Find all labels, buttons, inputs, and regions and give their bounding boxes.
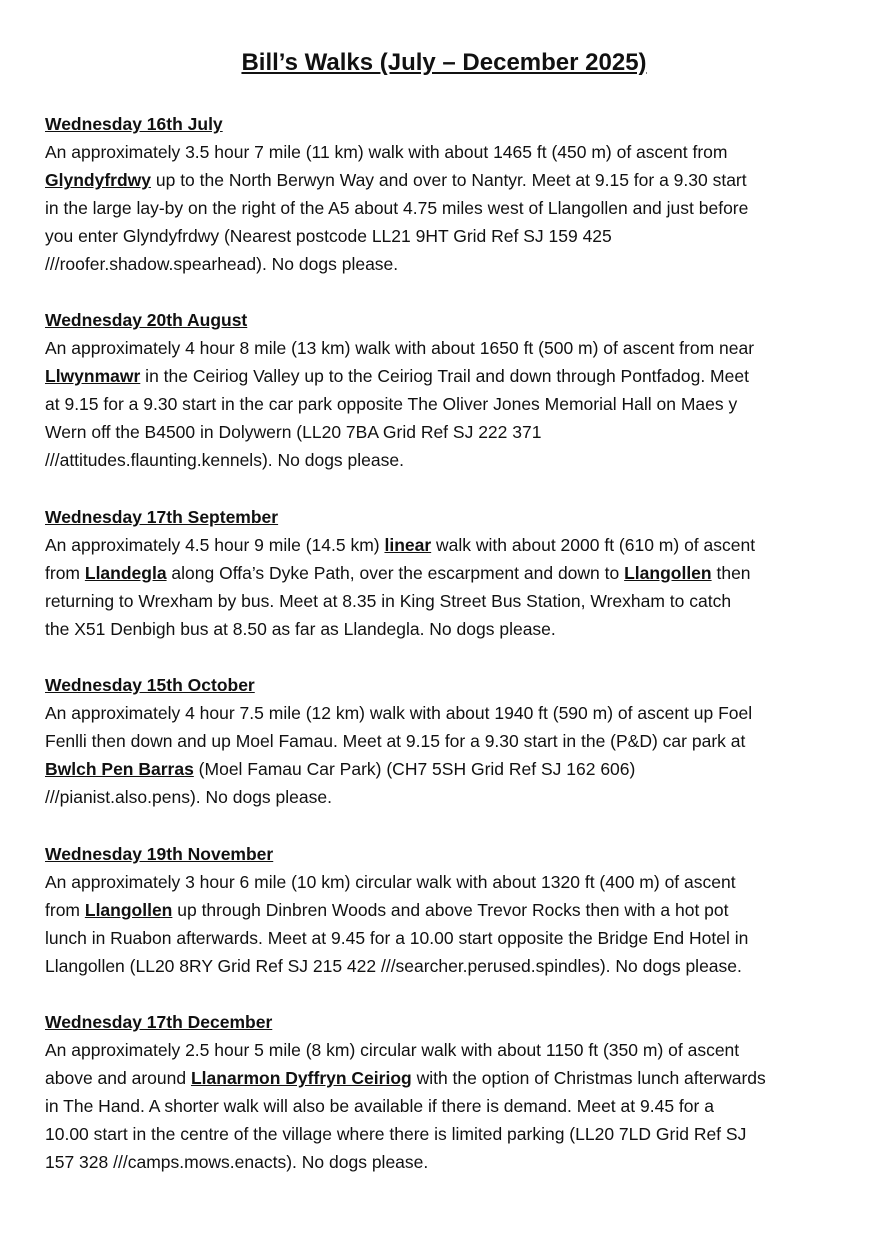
place-name: Glyndyfrdwy — [45, 170, 151, 190]
walk-description: An approximately 4 hour 7.5 mile (12 km) walk with about 1940 ft (590 m) of ascent up Foel Fenlli then down and up Moel Famau. Meet at 9.15 for a 9.30 start in the (P&D) car park at Bwlch Pen Barras (Moel Famau Car Park) (CH7 5SH Grid Ref SJ 162 606) ///pianist.also.pens). No dogs please. — [45, 703, 753, 807]
walk-type: linear — [384, 535, 432, 555]
place-name: Llandegla — [84, 563, 167, 583]
walk-entry — [45, 110, 855, 278]
walk-date: Wednesday 15th October — [45, 675, 255, 695]
walk-date: Wednesday 16th July — [45, 114, 223, 134]
page-title: Bill’s Walks (July – December 2025) — [241, 49, 647, 76]
place-name: Bwlch Pen Barras — [45, 759, 194, 779]
walk-description: An approximately 3 hour 6 mile (10 km) circular walk with about 1320 ft (400 m) of ascent from Llangollen up through Dinbren Woods and above Trevor Rocks then with a hot pot lunch in Ruabon afterwards. Meet at 9.45 for a 10.00 start opposite the Bridge End Hotel in Llangollen (LL20 8RY Grid Ref SJ 215 422 ///searcher.perused.spindles). No dogs please. — [45, 872, 749, 976]
place-name: Llwynmawr — [45, 366, 141, 386]
walk-description: An approximately 4 hour 8 mile (13 km) walk with about 1650 ft (500 m) of ascent from near Llwynmawr in the Ceiriog Valley up to the Ceiriog Trail and down through Pontfadog. Meet at 9.15 for a 9.30 start in the car park opposite The Oliver Jones Memorial Hall on Maes y Wern off the B4500 in Dolywern (LL20 7BA Grid Ref SJ 222 371 ///attitudes.flaunting.kennels). No dogs please. — [45, 338, 755, 470]
walk-entry — [45, 503, 855, 643]
place-name: Llangollen — [624, 563, 712, 583]
walk-date: Wednesday 17th September — [45, 507, 279, 527]
walk-description: An approximately 2.5 hour 5 mile (8 km) circular walk with about 1150 ft (350 m) of ascent above and around Llanarmon Dyffryn Ceiriog with the option of Christmas lunch afterwards in The Hand. A shorter walk will also be available if there is demand. Meet at 9.45 for a 10.00 start in the centre of the village where there is limited parking (LL20 7LD Grid Ref SJ 157 328 ///camps.mows.enacts). No dogs please. — [45, 1040, 766, 1172]
place-name: Llanarmon Dyffryn Ceiriog — [190, 1068, 412, 1088]
walk-description: An approximately 4.5 hour 9 mile (14.5 km) linear walk with about 2000 ft (610 m) of ascent from Llandegla along Offa’s Dyke Path, over the escarpment and down to Llangollen then returning to Wrexham by bus. Meet at 8.35 in King Street Bus Station, Wrexham to catch the X51 Denbigh bus at 8.50 as far as Llandegla. No dogs please. — [45, 535, 756, 639]
walk-entry — [45, 671, 855, 811]
walk-entry — [45, 306, 855, 474]
walk-entry — [45, 1008, 855, 1176]
place-name: Llangollen — [84, 900, 173, 920]
walk-date: Wednesday 20th August — [45, 310, 248, 330]
walk-entry — [45, 840, 855, 980]
walk-date: Wednesday 19th November — [45, 844, 274, 864]
walk-date: Wednesday 17th December — [45, 1012, 273, 1032]
walk-description: An approximately 3.5 hour 7 mile (11 km) walk with about 1465 ft (450 m) of ascent from Glyndyfrdwy up to the North Berwyn Way and over to Nantyr. Meet at 9.15 for a 9.30 start in the large lay-by on the right of the A5 about 4.75 miles west of Llangollen and just before you enter Glyndyfrdwy (Nearest postcode LL21 9HT Grid Ref SJ 159 425 ///roofer.shadow.spearhead). No dogs please. — [45, 142, 749, 274]
